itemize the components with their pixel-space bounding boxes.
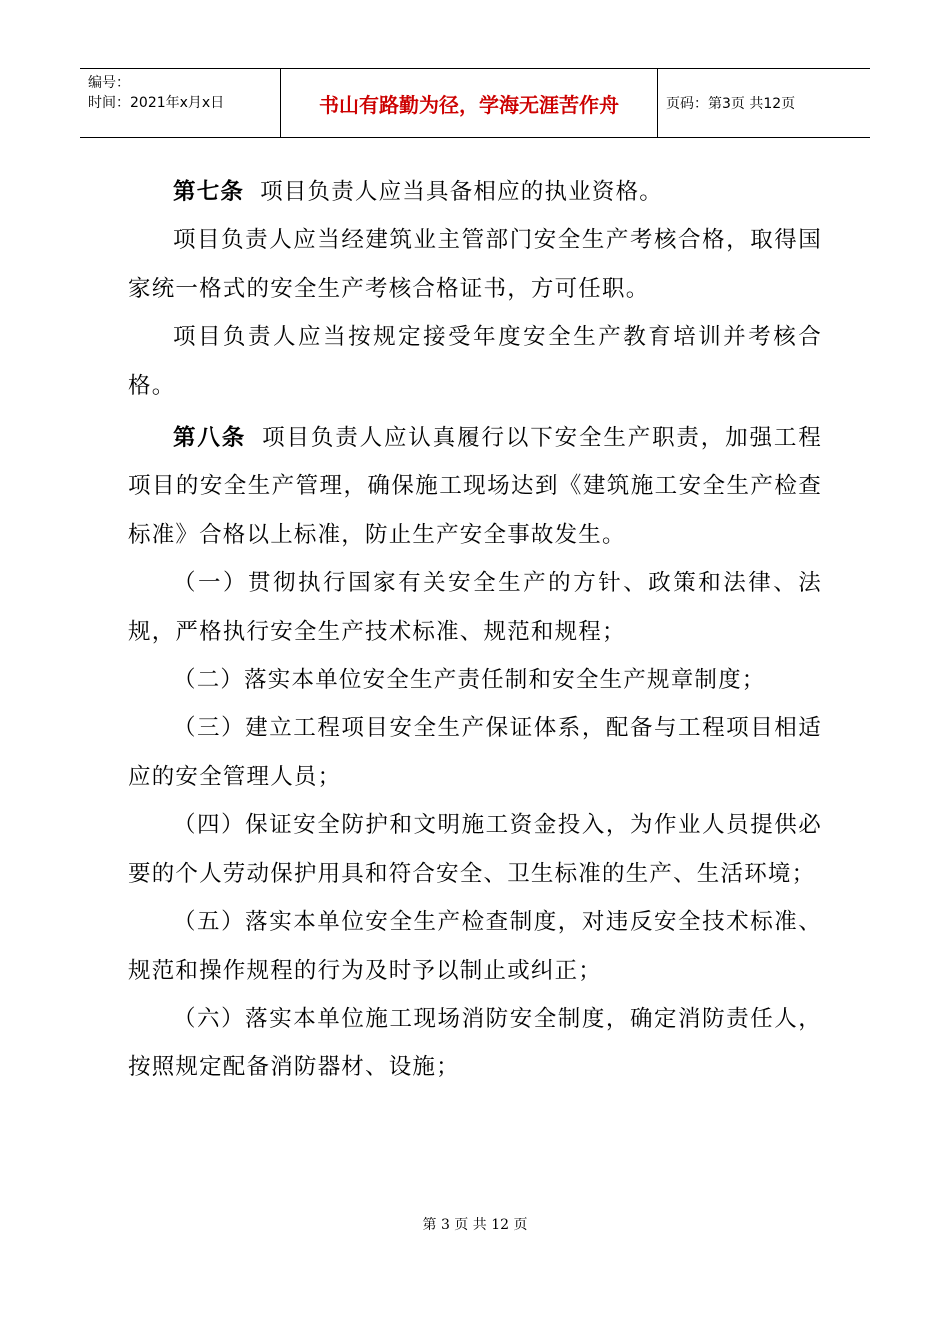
article-7-paragraph-3: 项目负责人应当按规定接受年度安全生产教育培训并考核合格。 — [128, 324, 822, 399]
page-footer: 第 3 页 共 12 页 — [422, 1217, 528, 1233]
document-date-label: 时间：2021年x月x日 — [88, 95, 225, 111]
article-8-paragraph-1 — [128, 414, 822, 559]
header-motto: 书山有路勤为径，学海无涯苦作舟 — [280, 69, 658, 137]
article-8-text-1: 项目负责人应认真履行以下安全生产职责，加强工程项目的安全生产管理，确保施工现场达到《建筑施工安全生产检查标准》合格以上标准，防止生产安全事故发生。 — [128, 425, 822, 548]
article-8-item-4: （四）保证安全防护和文明施工资金投入，为作业人员提供必要的个人劳动保护用具和符合安全、卫生标准的生产、生活环境； — [128, 812, 822, 887]
article-8-item-3: （三）建立工程项目安全生产保证体系，配备与工程项目相适应的安全管理人员； — [128, 715, 822, 790]
article-8-number: 第八条 — [173, 425, 247, 452]
header-page-info: 页码：第3页 共12页 — [666, 96, 796, 112]
article-8-item-6: （六）落实本单位施工现场消防安全制度，确定消防责任人，按照规定配备消防器材、设施； — [128, 1005, 822, 1081]
article-7-paragraph-1 — [128, 168, 822, 216]
article-8-item-2: （二）落实本单位安全生产责任制和安全生产规章制度； — [173, 667, 766, 694]
document-number-label: 编号： — [88, 75, 130, 91]
document-body — [128, 164, 822, 1092]
article-8-item-1: （一）贯彻执行国家有关安全生产的方针、政策和法律、法规，严格执行安全生产技术标准、规范和规程； — [128, 570, 822, 645]
header-meta — [80, 69, 280, 137]
article-7-paragraph-2: 项目负责人应当经建筑业主管部门安全生产考核合格，取得国家统一格式的安全生产考核合格证书，方可任职。 — [128, 227, 822, 302]
article-7-number: 第七条 — [173, 179, 245, 205]
article-7-text-1: 项目负责人应当具备相应的执业资格。 — [260, 179, 664, 205]
article-8-item-5: （五）落实本单位安全生产检查制度，对违反安全技术标准、规范和操作规程的行为及时予以制止或纠正； — [128, 909, 822, 984]
page-header — [80, 68, 870, 138]
